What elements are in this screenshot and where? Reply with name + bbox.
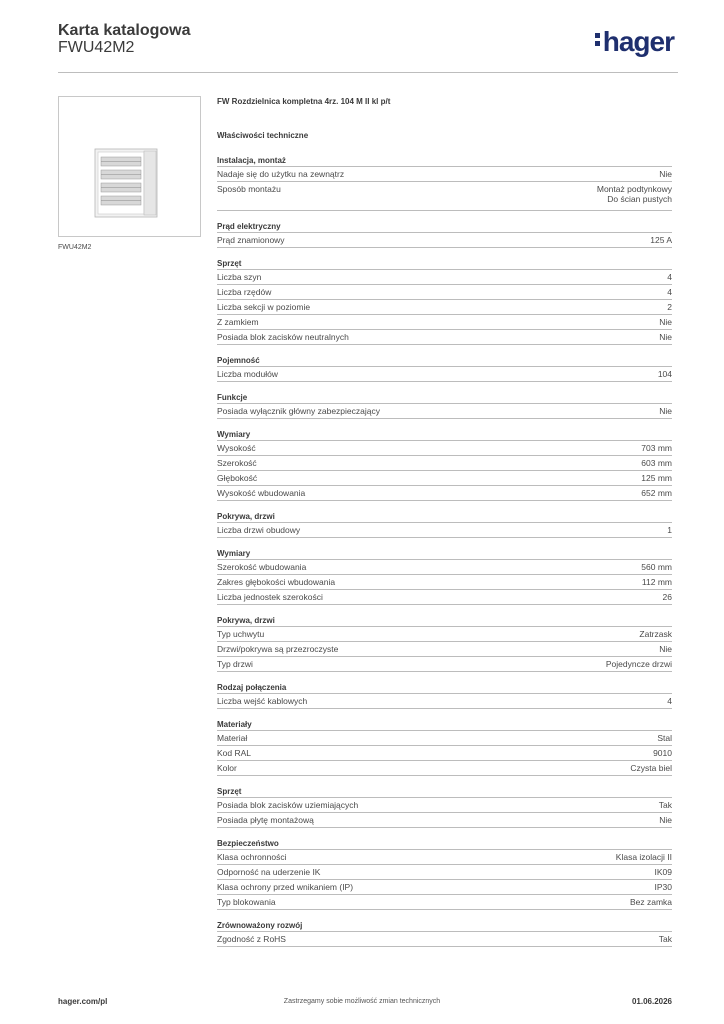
section-title: Pokrywa, drzwi bbox=[217, 510, 672, 523]
footer-note: Zastrzegamy sobie możliwość zmian technicznych bbox=[283, 998, 441, 1005]
spec-value: 560 mm bbox=[641, 562, 672, 572]
spec-value-group bbox=[650, 235, 672, 245]
spec-label: Klasa ochronności bbox=[217, 852, 287, 862]
spec-label: Liczba jednostek szerokości bbox=[217, 592, 323, 602]
spec-label: Liczba rzędów bbox=[217, 287, 272, 297]
spec-section bbox=[217, 837, 672, 910]
spec-value-group bbox=[655, 867, 673, 877]
spec-label: Kod RAL bbox=[217, 748, 252, 758]
spec-value: 125 A bbox=[650, 235, 672, 245]
spec-section bbox=[217, 510, 672, 538]
spec-value: 26 bbox=[662, 592, 672, 602]
spec-row bbox=[217, 182, 672, 211]
header-divider bbox=[58, 72, 678, 73]
spec-row bbox=[217, 456, 672, 471]
spec-value-group bbox=[667, 696, 672, 706]
spec-row bbox=[217, 330, 672, 345]
spec-table bbox=[217, 96, 672, 947]
spec-value: 9010 bbox=[653, 748, 672, 758]
spec-value-group bbox=[630, 897, 672, 907]
spec-label: Typ drzwi bbox=[217, 659, 253, 669]
spec-value-group bbox=[641, 488, 672, 498]
spec-value-group bbox=[663, 592, 672, 602]
spec-label: Klasa ochrony przed wnikaniem (IP) bbox=[217, 882, 354, 892]
image-caption: FWU42M2 bbox=[58, 244, 92, 251]
spec-label: Kolor bbox=[217, 763, 237, 773]
spec-value: Nie bbox=[659, 332, 672, 342]
spec-label: Posiada blok zacisków neutralnych bbox=[217, 332, 349, 342]
section-title: Materiały bbox=[217, 718, 672, 731]
spec-row bbox=[217, 441, 672, 456]
spec-value: 2 bbox=[667, 302, 672, 312]
spec-value-group bbox=[659, 800, 672, 810]
spec-section bbox=[217, 428, 672, 501]
spec-label: Odporność na uderzenie IK bbox=[217, 867, 321, 877]
spec-label: Wysokość bbox=[217, 443, 256, 453]
spec-label: Liczba szyn bbox=[217, 272, 262, 282]
spec-row bbox=[217, 471, 672, 486]
section-title: Wymiary bbox=[217, 547, 672, 560]
spec-value: Zatrzask bbox=[639, 629, 672, 639]
hager-logo bbox=[595, 26, 674, 58]
spec-label: Posiada wyłącznik główny zabezpieczający bbox=[217, 406, 380, 416]
spec-section bbox=[217, 220, 672, 248]
spec-sections bbox=[217, 154, 672, 947]
spec-label: Nadaje się do użytku na zewnątrz bbox=[217, 169, 345, 179]
page-header bbox=[58, 22, 678, 72]
spec-row bbox=[217, 895, 672, 910]
spec-section bbox=[217, 785, 672, 828]
spec-label: Liczba wejść kablowych bbox=[217, 696, 308, 706]
spec-row bbox=[217, 657, 672, 672]
spec-row bbox=[217, 315, 672, 330]
spec-value: Nie bbox=[659, 644, 672, 654]
spec-row bbox=[217, 404, 672, 419]
spec-row bbox=[217, 167, 672, 182]
spec-label: Prąd znamionowy bbox=[217, 235, 285, 245]
spec-row bbox=[217, 932, 672, 947]
section-title: Pojemność bbox=[217, 354, 672, 367]
section-title: Funkcje bbox=[217, 391, 672, 404]
spec-section bbox=[217, 547, 672, 605]
spec-label: Drzwi/pokrywa są przezroczyste bbox=[217, 644, 339, 654]
spec-value-group bbox=[659, 317, 672, 327]
spec-label: Szerokość bbox=[217, 458, 257, 468]
spec-value-group bbox=[659, 934, 672, 944]
spec-value-group bbox=[606, 659, 672, 669]
spec-row bbox=[217, 731, 672, 746]
spec-value: 4 bbox=[667, 696, 672, 706]
spec-value-group bbox=[641, 473, 672, 483]
spec-row bbox=[217, 694, 672, 709]
section-title: Sprzęt bbox=[217, 257, 672, 270]
spec-label: Sposób montażu bbox=[217, 184, 281, 194]
logo-text: hager bbox=[602, 26, 674, 57]
spec-value-group bbox=[667, 302, 672, 312]
spec-row bbox=[217, 300, 672, 315]
spec-section bbox=[217, 391, 672, 419]
spec-value: Nie bbox=[659, 317, 672, 327]
spec-value: Nie bbox=[659, 406, 672, 416]
spec-row bbox=[217, 523, 672, 538]
product-image-frame bbox=[58, 96, 201, 237]
spec-section bbox=[217, 681, 672, 709]
spec-value-group bbox=[659, 169, 672, 179]
spec-label: Liczba sekcji w poziomie bbox=[217, 302, 311, 312]
section-title: Prąd elektryczny bbox=[217, 220, 672, 233]
spec-label: Typ uchwytu bbox=[217, 629, 265, 639]
spec-row bbox=[217, 850, 672, 865]
spec-section bbox=[217, 257, 672, 345]
spec-value: 603 mm bbox=[641, 458, 672, 468]
spec-value-group bbox=[641, 458, 672, 468]
spec-row bbox=[217, 560, 672, 575]
spec-label: Typ blokowania bbox=[217, 897, 276, 907]
logo-dots-icon bbox=[595, 30, 601, 49]
spec-label: Posiada blok zacisków uziemiających bbox=[217, 800, 359, 810]
spec-row bbox=[217, 627, 672, 642]
spec-row bbox=[217, 575, 672, 590]
spec-value: Tak bbox=[658, 934, 672, 944]
section-title: Rodzaj połączenia bbox=[217, 681, 672, 694]
spec-label: Zgodność z RoHS bbox=[217, 934, 286, 944]
spec-value-group bbox=[659, 332, 672, 342]
spec-value: 125 mm bbox=[641, 473, 672, 483]
section-title: Instalacja, montaż bbox=[217, 154, 672, 167]
spec-value: IP30 bbox=[654, 882, 672, 892]
spec-value: 652 mm bbox=[641, 488, 672, 498]
spec-label: Szerokość wbudowania bbox=[217, 562, 307, 572]
spec-value-group bbox=[655, 882, 673, 892]
spec-value-group bbox=[641, 443, 672, 453]
spec-value: 703 mm bbox=[641, 443, 672, 453]
section-title: Zrównoważony rozwój bbox=[217, 919, 672, 932]
spec-value: Pojedyncze drzwi bbox=[605, 659, 672, 669]
spec-row bbox=[217, 285, 672, 300]
spec-row bbox=[217, 233, 672, 248]
spec-value-group bbox=[639, 629, 672, 639]
spec-value-group bbox=[658, 369, 672, 379]
spec-value-group bbox=[659, 406, 672, 416]
spec-row bbox=[217, 367, 672, 382]
spec-value: 112 mm bbox=[641, 577, 672, 587]
spec-value-group bbox=[667, 287, 672, 297]
footer-date: 01.06.2026 bbox=[631, 997, 672, 1006]
spec-value: Nie bbox=[659, 815, 672, 825]
product-code: FWU42M2 bbox=[58, 39, 135, 56]
spec-label: Posiada płytę montażową bbox=[217, 815, 314, 825]
section-title: Bezpieczeństwo bbox=[217, 837, 672, 850]
spec-value-group bbox=[667, 525, 672, 535]
spec-value-group bbox=[657, 733, 672, 743]
distribution-board-image bbox=[59, 97, 202, 238]
spec-label: Z zamkiem bbox=[217, 317, 259, 327]
spec-label: Materiał bbox=[217, 733, 248, 743]
spec-row bbox=[217, 270, 672, 285]
technical-properties-title: Właściwości techniczne bbox=[217, 131, 309, 140]
spec-value-group bbox=[616, 852, 672, 862]
spec-label: Liczba modułów bbox=[217, 369, 278, 379]
spec-row bbox=[217, 761, 672, 776]
spec-row bbox=[217, 813, 672, 828]
product-title: FW Rozdzielnica kompletna 4rz. 104 M II kl p/t bbox=[217, 97, 391, 106]
spec-row bbox=[217, 746, 672, 761]
spec-label: Głębokość bbox=[217, 473, 258, 483]
section-title: Wymiary bbox=[217, 428, 672, 441]
spec-value: IK09 bbox=[654, 867, 672, 877]
spec-row bbox=[217, 798, 672, 813]
spec-value: 4 bbox=[667, 272, 672, 282]
spec-section bbox=[217, 919, 672, 947]
spec-row bbox=[217, 486, 672, 501]
spec-value: Klasa izolacji II bbox=[615, 852, 672, 862]
spec-value: 104 bbox=[657, 369, 672, 379]
spec-value: 4 bbox=[667, 287, 672, 297]
spec-section bbox=[217, 154, 672, 211]
page-title: Karta katalogowa bbox=[58, 22, 191, 39]
spec-value: Stal bbox=[657, 733, 672, 743]
spec-row bbox=[217, 642, 672, 657]
footer-url[interactable]: hager.com/pl bbox=[58, 997, 108, 1006]
spec-value: Bez zamka bbox=[629, 897, 672, 907]
spec-value-group bbox=[667, 272, 672, 282]
spec-label: Liczba drzwi obudowy bbox=[217, 525, 301, 535]
spec-value: Nie bbox=[659, 169, 672, 179]
spec-value-group bbox=[659, 815, 672, 825]
section-title: Pokrywa, drzwi bbox=[217, 614, 672, 627]
spec-value-group bbox=[630, 763, 672, 773]
spec-value: Montaż podtynkowy bbox=[596, 184, 672, 194]
spec-row bbox=[217, 880, 672, 895]
spec-value-group bbox=[659, 644, 672, 654]
spec-value-secondary: Do ścian pustych bbox=[607, 194, 672, 204]
spec-value-group bbox=[641, 562, 672, 572]
spec-section bbox=[217, 718, 672, 776]
spec-row bbox=[217, 865, 672, 880]
spec-section bbox=[217, 354, 672, 382]
spec-value-group bbox=[597, 184, 672, 204]
spec-value-group bbox=[653, 748, 672, 758]
spec-row bbox=[217, 590, 672, 605]
spec-value: Czysta biel bbox=[630, 763, 672, 773]
spec-section bbox=[217, 614, 672, 672]
section-title: Sprzęt bbox=[217, 785, 672, 798]
spec-value: Tak bbox=[658, 800, 672, 810]
spec-value: 1 bbox=[667, 525, 672, 535]
spec-label: Wysokość wbudowania bbox=[217, 488, 306, 498]
spec-label: Zakres głębokości wbudowania bbox=[217, 577, 336, 587]
spec-value-group bbox=[642, 577, 672, 587]
